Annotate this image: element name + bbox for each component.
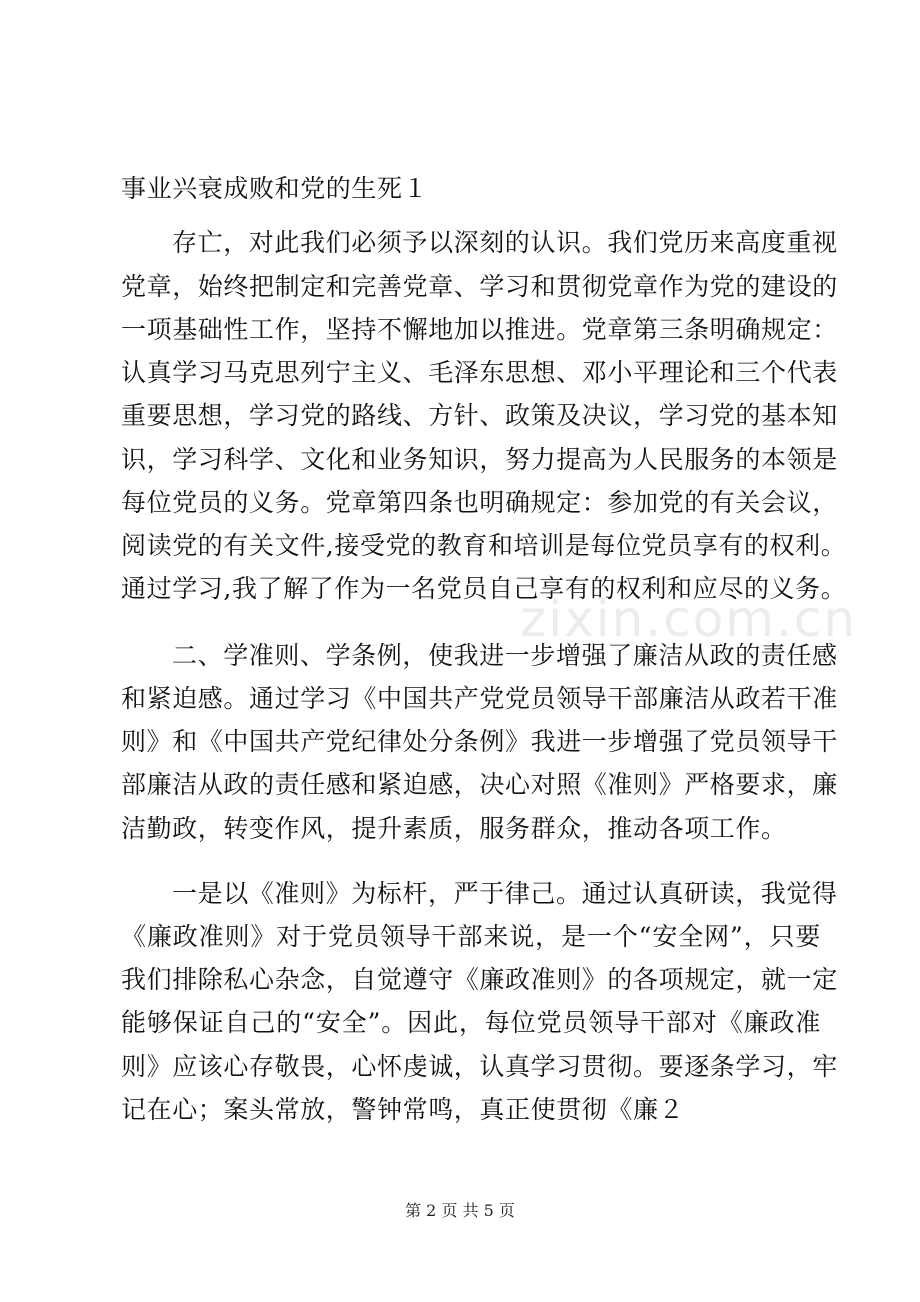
text-line: 记在心；案头常放，警钟常鸣，真正使贯彻《廉２ bbox=[121, 1095, 685, 1124]
text-line: 则》和《中国共产党纪律处分条例》我进一步增强了党员领导干 bbox=[121, 727, 838, 756]
text-line: 党章，始终把制定和完善党章、学习和贯彻党章作为党的建设的 bbox=[121, 272, 838, 301]
text-line: 认真学习马克思列宁主义、毛泽东思想、邓小平理论和三个代表 bbox=[121, 358, 838, 387]
text-line: 一项基础性工作，坚持不懈地加以推进。党章第三条明确规定： bbox=[121, 315, 838, 344]
text-line: 和紧迫感。通过学习《中国共产党党员领导干部廉洁从政若干准 bbox=[121, 684, 838, 713]
text-line: 洁勤政，转变作风，提升素质，服务群众，推动各项工作。 bbox=[121, 814, 787, 843]
text-line: 通过学习,我了解了作为一名党员自己享有的权利和应尽的义务。 bbox=[121, 574, 847, 603]
watermark: zixin.com.cn bbox=[520, 590, 858, 648]
page-footer: 第 2 页 共 5 页 bbox=[405, 1201, 515, 1220]
paragraph-first-line: 存亡，对此我们必须予以深刻的认识。我们党历来高度重视 bbox=[172, 228, 838, 257]
paragraph-first-line: 二、学准则、学条例，使我进一步增强了廉洁从政的责任感 bbox=[172, 641, 838, 670]
text-line: 则》应该心存敬畏，心怀虔诚，认真学习贯彻。要逐条学习，牢 bbox=[121, 1052, 838, 1081]
text-line: 识，学习科学、文化和业务知识，努力提高为人民服务的本领是 bbox=[121, 445, 838, 474]
text-line: 事业兴衰成败和党的生死１ bbox=[121, 174, 429, 203]
text-line: 每位党员的义务。党章第四条也明确规定：参加党的有关会议， bbox=[121, 488, 838, 517]
text-line: 阅读党的有关文件,接受党的教育和培训是每位党员享有的权利。 bbox=[121, 531, 847, 560]
text-line: 部廉洁从政的责任感和紧迫感，决心对照《准则》严格要求，廉 bbox=[121, 770, 838, 799]
text-line: 重要思想，学习党的路线、方针、政策及决议，学习党的基本知 bbox=[121, 401, 838, 430]
paragraph-first-line: 一是以《准则》为标杆，严于律己。通过认真研读，我觉得 bbox=[172, 879, 838, 908]
text-line: 能够保证自己的“安全”。因此，每位党员领导干部对《廉政准 bbox=[121, 1008, 821, 1037]
text-line: 《廉政准则》对于党员领导干部来说，是一个“安全网”，只要 bbox=[121, 922, 821, 951]
text-line: 我们排除私心杂念，自觉遵守《廉政准则》的各项规定，就一定 bbox=[121, 965, 838, 994]
